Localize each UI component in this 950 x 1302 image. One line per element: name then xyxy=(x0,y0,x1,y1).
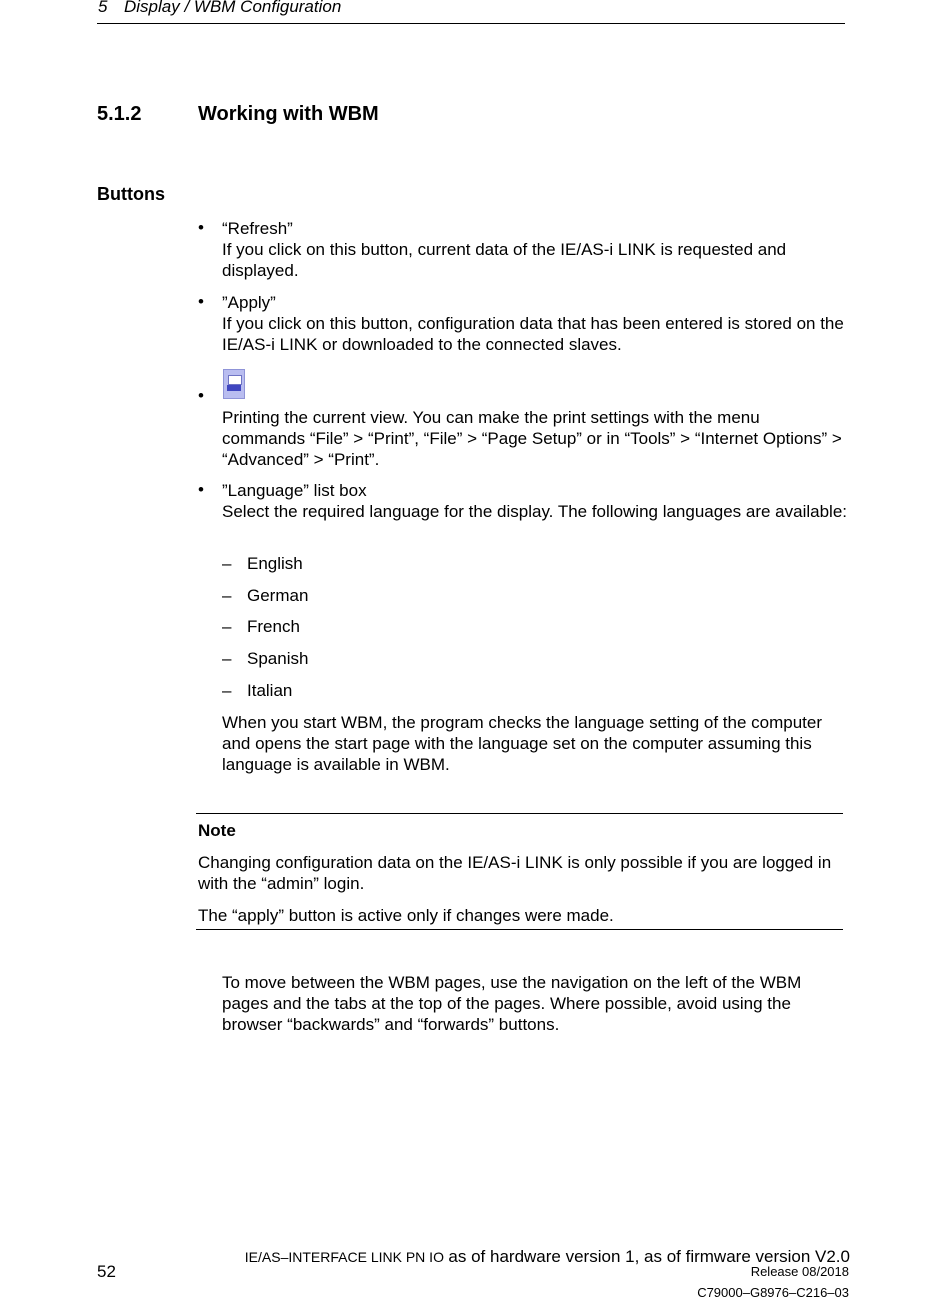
item-title: ”Apply” xyxy=(222,293,276,312)
release-info: Release 08/2018 xyxy=(750,1264,849,1279)
print-icon-tray xyxy=(227,385,241,391)
item-language xyxy=(222,480,847,522)
bullet: • xyxy=(198,218,204,237)
subheading-buttons: Buttons xyxy=(97,184,165,204)
language-item: Italian xyxy=(247,681,293,700)
print-icon xyxy=(223,369,245,399)
dash: – xyxy=(222,681,232,700)
language-item: German xyxy=(247,586,309,605)
section-title: Working with WBM xyxy=(198,103,379,125)
chapter-title: Display / WBM Configuration xyxy=(124,0,342,16)
dash: – xyxy=(222,617,232,636)
note-rule-top xyxy=(196,813,843,814)
document-number: C79000–G8976–C216–03 xyxy=(697,1285,849,1300)
note-paragraph: The “apply” button is active only if changes were made. xyxy=(198,906,614,925)
item-apply xyxy=(222,292,847,355)
item-title: ”Language” list box xyxy=(222,481,367,500)
dash: – xyxy=(222,554,232,573)
item-text: If you click on this button, current data of the IE/AS-i LINK is requested and displayed. xyxy=(222,240,787,280)
note-label: Note xyxy=(198,821,236,840)
item-text: Select the required language for the display. The following languages are available: xyxy=(222,502,848,521)
item-refresh xyxy=(222,218,847,281)
language-item: French xyxy=(247,617,300,636)
bullet: • xyxy=(198,292,204,311)
dash: – xyxy=(222,649,232,668)
language-item: English xyxy=(247,554,303,573)
page-number: 52 xyxy=(97,1262,116,1281)
note-rule-bottom xyxy=(196,929,843,930)
navigation-text: To move between the WBM pages, use the navigation on the left of the WBM pages and the tabs at the top of the pages. Where possible, avoid using the browser “backwards” and “forwards” buttons. xyxy=(222,973,802,1034)
item-text: If you click on this button, configuration data that has been entered is stored on the IE/AS-i LINK or downloaded to the connected slaves. xyxy=(222,314,844,354)
language-note: When you start WBM, the program checks the language setting of the computer and opens the start page with the language set on the computer assuming this language is available in WBM. xyxy=(222,713,823,774)
section-number: 5.1.2 xyxy=(97,103,142,125)
header-rule xyxy=(97,23,845,24)
item-print-text: Printing the current view. You can make the print settings with the menu commands “File” > “Print”, “File” > “Page Setup” or in “Tools” > “Internet Options” > “Advanced” > “Print”. xyxy=(222,408,842,469)
bullet: • xyxy=(198,480,204,499)
item-title: “Refresh” xyxy=(222,219,293,238)
dash: – xyxy=(222,586,232,605)
language-item: Spanish xyxy=(247,649,309,668)
print-icon-paper xyxy=(228,375,242,385)
product-name: IE/AS–INTERFACE LINK PN IO xyxy=(244,1249,444,1265)
running-header xyxy=(98,0,341,17)
note-paragraph: Changing configuration data on the IE/AS-i LINK is only possible if you are logged in with the “admin” login. xyxy=(198,853,832,893)
version-info: as of hardware version 1, as of firmware version V2.0 xyxy=(448,1247,850,1266)
chapter-number: 5 xyxy=(98,0,108,16)
bullet: • xyxy=(198,386,204,405)
